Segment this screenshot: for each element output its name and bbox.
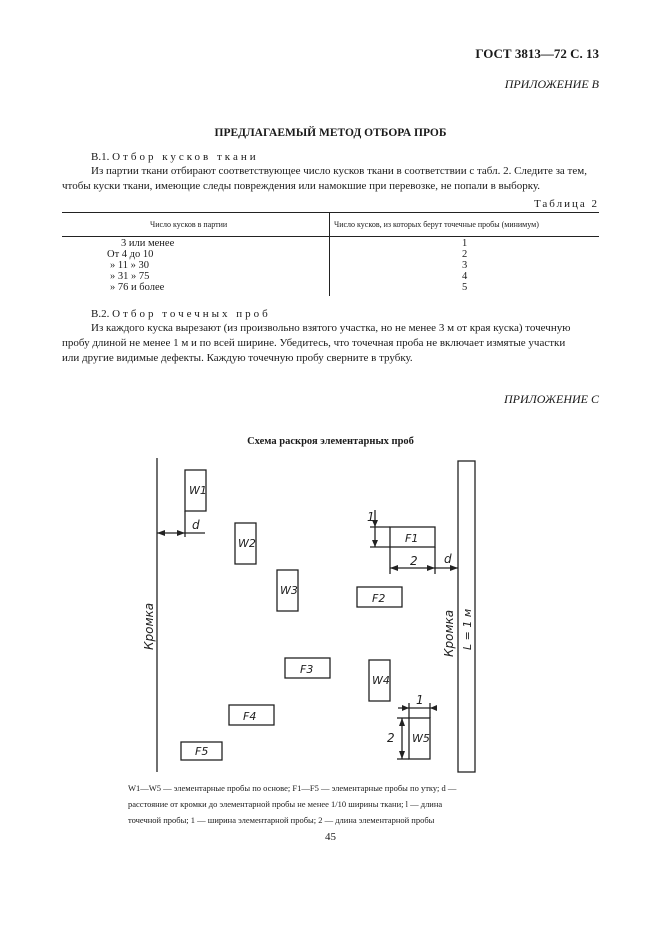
section-b1-line2: чтобы куски ткани, имеющие следы повреждения или намокшие при перевозке, не попали в выборку. bbox=[62, 180, 541, 192]
section-b1-number: В.1. bbox=[91, 151, 110, 163]
figure-caption-line2: расстояние от кромки до элементарной пробы не менее 1/10 ширины ткани; l — длина bbox=[128, 799, 443, 809]
page-header: ГОСТ 3813—72 С. 13 bbox=[475, 46, 599, 61]
arrow-dim2b-top bbox=[399, 718, 405, 726]
table-cell-r3-a: » 11 » 30 bbox=[110, 260, 149, 271]
arrow-dim1b-right bbox=[430, 705, 437, 711]
table-top-rule bbox=[62, 212, 599, 213]
label-f5: F5 bbox=[195, 745, 209, 758]
table-cell-r2-a: От 4 до 10 bbox=[107, 249, 154, 260]
label-dim2b: 2 bbox=[387, 731, 395, 745]
section-b2-heading bbox=[91, 307, 271, 322]
table-cell-r4-a: » 31 » 75 bbox=[110, 271, 150, 282]
arrow-dim2-left bbox=[390, 565, 398, 571]
appendix-b-label: ПРИЛОЖЕНИЕ В bbox=[504, 77, 599, 91]
table-column-divider bbox=[329, 212, 330, 296]
figure-title: Схема раскроя элементарных проб bbox=[247, 436, 414, 447]
label-f1: F1 bbox=[405, 532, 419, 545]
cutting-scheme-figure bbox=[0, 450, 661, 780]
table-cell-r3-b: 3 bbox=[462, 260, 468, 271]
figure-caption-line1: W1—W5 — элементарные пробы по основе; F1—F5 — элементарные пробы по утку; d — bbox=[128, 783, 457, 793]
page-number: 45 bbox=[325, 831, 336, 843]
figure-caption-line3: точечной пробы; 1 — ширина элементарной пробы; 2 — длина элементарной пробы bbox=[128, 815, 435, 825]
table-header-rule bbox=[62, 236, 599, 237]
label-d-right: d bbox=[444, 552, 452, 566]
arrow-d-left-a bbox=[157, 530, 165, 536]
table-cell-r5-b: 5 bbox=[462, 282, 468, 293]
section-b2-title: Отбор точечных проб bbox=[112, 308, 271, 320]
section-b1-heading bbox=[91, 150, 259, 165]
label-w5: W5 bbox=[412, 732, 430, 745]
arrow-dim2b-bottom bbox=[399, 751, 405, 759]
label-edge-right: Кромка bbox=[442, 609, 456, 657]
section-b2-line1: Из каждого куска вырезают (из произвольно взятого участка, но не менее 3 м от края куска) точечную bbox=[91, 322, 571, 334]
label-edge-left: Кромка bbox=[142, 602, 156, 650]
table-cell-r2-b: 2 bbox=[462, 249, 468, 260]
label-f4: F4 bbox=[243, 710, 257, 723]
label-f3: F3 bbox=[300, 663, 314, 676]
label-w3: W3 bbox=[280, 584, 298, 597]
section-b1-title: Отбор кусков ткани bbox=[112, 151, 259, 163]
table-header-col2: Число кусков, из которых берут точечные пробы (минимум) bbox=[334, 220, 539, 229]
arrow-dim2-right bbox=[427, 565, 435, 571]
arrow-d-left-b bbox=[177, 530, 185, 536]
appendix-c-label: ПРИЛОЖЕНИЕ С bbox=[504, 392, 599, 406]
label-w4: W4 bbox=[372, 674, 390, 687]
table-cell-r4-b: 4 bbox=[462, 271, 468, 282]
table-header-col1: Число кусков в партии bbox=[150, 220, 228, 229]
section-b2-number: В.2. bbox=[91, 308, 110, 320]
table-cell-r5-a: » 76 и более bbox=[110, 282, 165, 293]
section-b1-line1: Из партии ткани отбирают соответствующее число кусков ткани в соответствии с табл. 2. Следите за тем, bbox=[91, 165, 587, 177]
appendix-b-title: ПРЕДЛАГАЕМЫЙ МЕТОД ОТБОРА ПРОБ bbox=[214, 127, 447, 139]
label-length: L = 1 м bbox=[461, 608, 474, 650]
section-b2-line3: или другие видимые дефекты. Каждую точечную пробу сверните в трубку. bbox=[62, 352, 413, 364]
label-w1: W1 bbox=[189, 484, 207, 497]
label-dim1b: 1 bbox=[416, 693, 424, 707]
label-d-left: d bbox=[192, 518, 200, 532]
arrow-dim1-bottom bbox=[372, 540, 378, 547]
label-w2: W2 bbox=[238, 537, 256, 550]
arrow-dim1b-left bbox=[402, 705, 409, 711]
label-f2: F2 bbox=[372, 592, 386, 605]
table-cell-r1-b: 1 bbox=[462, 238, 468, 249]
table-cell-r1-a: 3 или менее bbox=[121, 238, 175, 249]
section-b2-line2: пробу длиной не менее 1 м и по всей ширине. Убедитесь, что точечная проба не включает измятые участки bbox=[62, 337, 566, 349]
label-dim2: 2 bbox=[410, 554, 418, 568]
table-caption: Таблица 2 bbox=[533, 198, 599, 210]
label-dim1: 1 bbox=[367, 510, 375, 524]
